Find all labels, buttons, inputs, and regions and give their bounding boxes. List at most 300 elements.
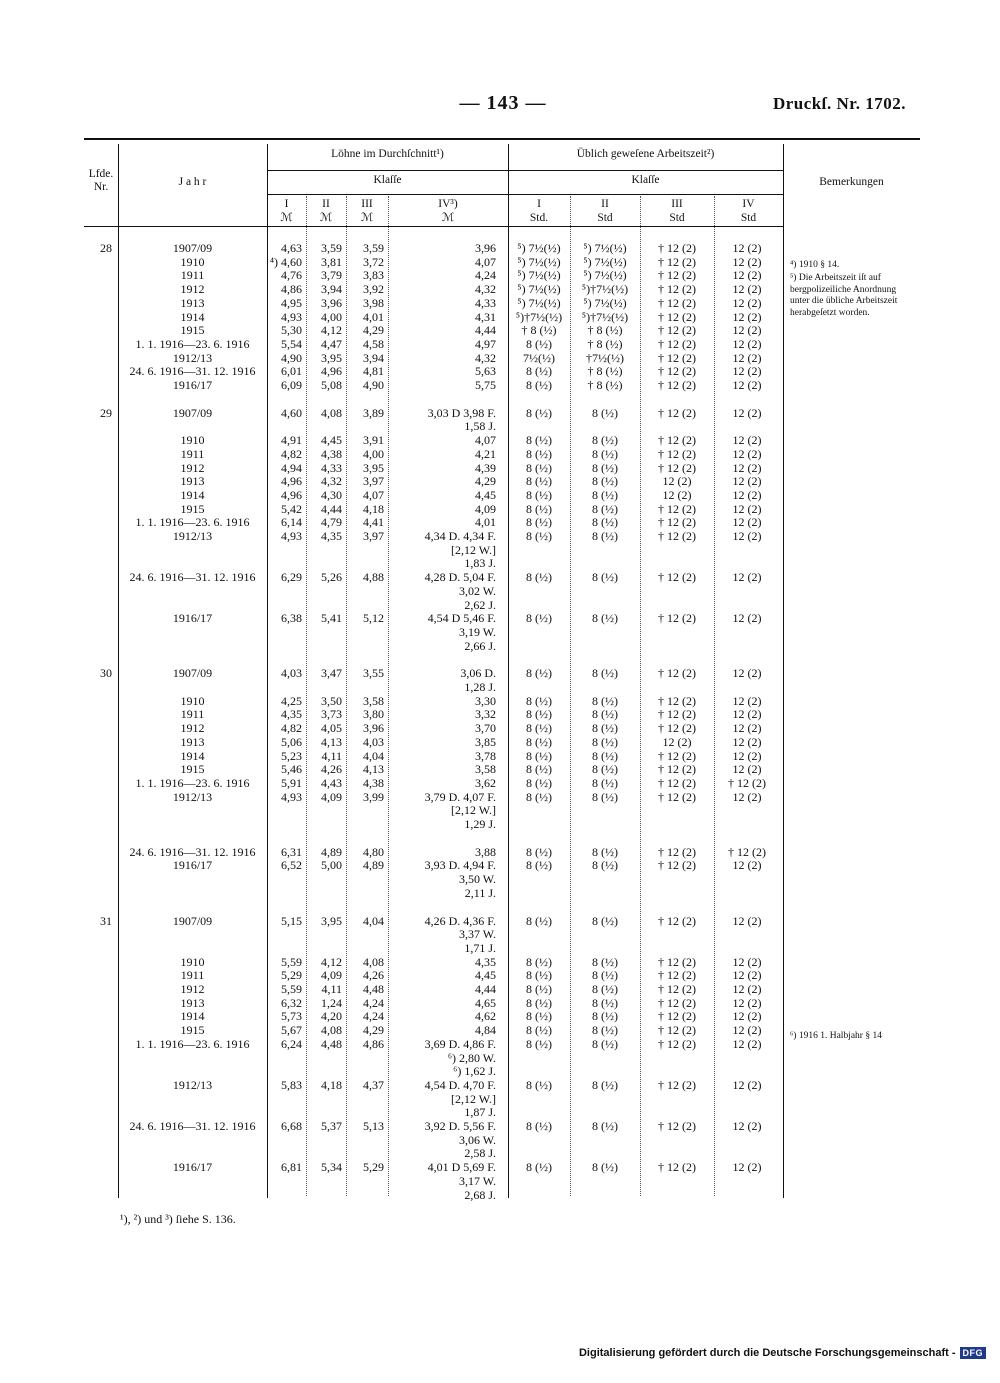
header-klasse-wage: Klaſſe <box>373 174 402 186</box>
cell-wage-1: 6,31 <box>281 844 302 859</box>
cell-time-4: 12 (2) <box>732 460 762 475</box>
cell-wage-1: 4,60 <box>281 405 302 420</box>
cell-wage-1: 4,94 <box>281 460 302 475</box>
cell-time-2: 8 (½) <box>592 775 618 790</box>
cell-wage-3: 4,29 <box>363 1023 384 1038</box>
cell-jahr: 1910 <box>180 433 205 448</box>
cell-time-2: 8 (½) <box>592 501 618 516</box>
document-reference: Druckſ. Nr. 1702. <box>772 94 906 113</box>
note-4: ⁴) 1910 § 14. <box>790 260 840 270</box>
cell-time-1: 8 (½) <box>526 433 552 448</box>
cell-time-1: 8 (½) <box>526 515 552 530</box>
cell-time-3: † 12 (2) <box>658 309 696 324</box>
cell-jahr: 1916/17 <box>172 378 213 392</box>
time-class-label: I <box>537 198 541 210</box>
cell-wage-2: 4,79 <box>321 515 342 530</box>
cell-wage-3: 4,37 <box>363 1077 384 1092</box>
cell-wage-4: [2,12 W.] <box>451 803 496 818</box>
cell-wage-3: 4,90 <box>363 378 384 392</box>
cell-time-3: † 12 (2) <box>658 1077 696 1092</box>
cell-wage-4: 1,58 J. <box>464 419 496 434</box>
cell-nr: 29 <box>100 405 112 420</box>
table-top-rule <box>84 138 920 140</box>
cell-time-3: † 12 (2) <box>658 995 696 1010</box>
cell-wage-3: 4,89 <box>363 858 384 873</box>
cell-time-2: 8 (½) <box>592 570 618 585</box>
cell-time-3: † 12 (2) <box>658 433 696 448</box>
cell-time-1: 8 (½) <box>526 721 552 736</box>
cell-wage-1: 5,29 <box>281 968 302 983</box>
cell-wage-4: 3,78 <box>475 748 496 763</box>
cell-wage-2: 5,26 <box>321 570 342 585</box>
cell-wage-4: 3,37 W. <box>458 927 496 942</box>
cell-wage-3: 4,03 <box>363 734 384 749</box>
cell-time-2: 8 (½) <box>592 995 618 1010</box>
cell-wage-2: 4,20 <box>321 1009 342 1024</box>
cell-wage-3: 4,88 <box>363 570 384 585</box>
cell-nr: 28 <box>100 241 112 255</box>
cell-jahr: 1911 <box>180 268 205 283</box>
cell-time-3: † 12 (2) <box>658 748 696 763</box>
cell-wage-4: 2,58 J. <box>464 1146 496 1161</box>
cell-time-1: 8 (½) <box>526 968 552 983</box>
cell-time-4: 12 (2) <box>732 721 762 736</box>
cell-jahr: 1912/13 <box>172 1077 213 1092</box>
cell-time-3: † 12 (2) <box>658 1036 696 1051</box>
cell-time-1: ⁵) 7½(½) <box>517 268 561 283</box>
cell-time-1: 8 (½) <box>526 844 552 859</box>
cell-wage-1: 5,46 <box>281 762 302 777</box>
cell-wage-4: 1,71 J. <box>464 940 496 955</box>
cell-wage-3: 3,96 <box>363 721 384 736</box>
cell-jahr: 1. 1. 1916—23. 6. 1916 <box>135 775 250 790</box>
cell-time-1: 8 (½) <box>526 364 552 379</box>
cell-wage-3: 4,04 <box>363 748 384 763</box>
cell-wage-1: 4,93 <box>281 789 302 804</box>
cell-wage-3: 3,98 <box>363 295 384 310</box>
cell-jahr: 1911 <box>180 707 205 722</box>
wage-unit-label: ℳ <box>441 212 455 224</box>
cell-time-2: 8 (½) <box>592 721 618 736</box>
cell-time-3: † 12 (2) <box>658 844 696 859</box>
cell-wage-4: 4,45 <box>475 968 496 983</box>
cell-wage-4: 3,70 <box>475 721 496 736</box>
cell-jahr: 1907/09 <box>172 241 213 255</box>
cell-wage-1: 6,38 <box>281 611 302 626</box>
cell-wage-4: 4,09 <box>475 501 496 516</box>
cell-wage-2: 4,09 <box>321 968 342 983</box>
cell-wage-2: 4,26 <box>321 762 342 777</box>
cell-jahr: 1914 <box>180 1009 205 1024</box>
cell-time-1: 8 (½) <box>526 529 552 543</box>
cell-time-2: 8 (½) <box>592 1077 618 1092</box>
cell-wage-4: 3,96 <box>475 241 496 255</box>
cell-time-2: 8 (½) <box>592 693 618 708</box>
cell-time-2: 8 (½) <box>592 844 618 859</box>
cell-wage-3: 4,08 <box>363 954 384 969</box>
cell-wage-4: 4,84 <box>475 1023 496 1038</box>
cell-time-4: 12 (2) <box>732 336 762 351</box>
time-unit-label: Std <box>597 212 613 224</box>
header-lfde-label: Lfde. <box>88 168 114 180</box>
header-jahr: J a h r <box>178 176 207 188</box>
dfg-logo: DFG <box>960 1347 987 1359</box>
cell-wage-3: 4,24 <box>363 1009 384 1024</box>
cell-time-2: 8 (½) <box>592 762 618 777</box>
cell-time-2: † 8 (½) <box>587 336 623 351</box>
cell-time-1: 8 (½) <box>526 378 552 392</box>
cell-time-4: † 12 (2) <box>728 844 766 859</box>
cell-wage-4: 3,50 W. <box>458 872 496 887</box>
cell-time-4: 12 (2) <box>732 666 762 681</box>
cell-jahr: 1912 <box>180 282 205 297</box>
header-bemerkungen: Bemerkungen <box>819 176 884 188</box>
cell-jahr: 1914 <box>180 309 205 324</box>
cell-wage-3: 3,59 <box>363 241 384 255</box>
note-6: ⁶) 1916 1. Halbjahr § 14 <box>790 1031 882 1041</box>
cell-wage-1: 4,95 <box>281 295 302 310</box>
cell-wage-1: 4,35 <box>281 707 302 722</box>
cell-jahr: 24. 6. 1916—31. 12. 1916 <box>129 570 256 585</box>
cell-wage-3: 3,95 <box>363 460 384 475</box>
cell-jahr: 1912 <box>180 460 205 475</box>
cell-jahr: 1916/17 <box>172 611 213 626</box>
cell-wage-3: 4,26 <box>363 968 384 983</box>
cell-time-3: † 12 (2) <box>658 350 696 365</box>
cell-time-3: † 12 (2) <box>658 611 696 626</box>
cell-time-1: 8 (½) <box>526 487 552 502</box>
cell-wage-3: 3,89 <box>363 405 384 420</box>
wage-class-label: I <box>284 198 289 210</box>
cell-jahr: 1907/09 <box>172 405 213 420</box>
page-header <box>0 92 1000 120</box>
cell-wage-4: 3,88 <box>475 844 496 859</box>
cell-jahr: 1916/17 <box>172 1160 213 1175</box>
cell-wage-2: 3,47 <box>321 666 342 681</box>
cell-wage-1: 6,14 <box>281 515 302 530</box>
cell-wage-4: ⁶) 2,80 W. <box>447 1050 496 1065</box>
time-class-label: III <box>671 198 683 210</box>
cell-wage-1: 4,93 <box>281 309 302 324</box>
cell-wage-1: 5,30 <box>281 323 302 338</box>
cell-wage-2: 3,73 <box>321 707 342 722</box>
cell-time-1: ⁵) 7½(½) <box>517 254 561 269</box>
cell-time-2: 8 (½) <box>592 1160 618 1175</box>
cell-time-2: 8 (½) <box>592 405 618 420</box>
cell-wage-2: 4,89 <box>321 844 342 859</box>
cell-wage-4: 3,17 W. <box>458 1173 496 1188</box>
cell-wage-3: 4,41 <box>363 515 384 530</box>
cell-wage-4: 1,83 J. <box>464 556 496 571</box>
cell-wage-2: 4,38 <box>321 446 342 461</box>
cell-wage-1: ⁴) 4,60 <box>269 254 302 269</box>
header-bottom-rule <box>84 226 784 227</box>
cell-jahr: 1915 <box>180 762 205 777</box>
cell-wage-4: 4,07 <box>475 254 496 269</box>
cell-wage-2: 1,24 <box>321 995 342 1010</box>
cell-wage-3: 4,07 <box>363 487 384 502</box>
cell-jahr: 1907/09 <box>172 913 213 928</box>
cell-wage-4: 3,19 W. <box>458 624 496 639</box>
cell-wage-2: 4,44 <box>321 501 342 516</box>
cell-time-2: ⁵)†7½(½) <box>581 309 629 324</box>
cell-jahr: 1913 <box>180 995 205 1010</box>
cell-time-1: 8 (½) <box>526 1077 552 1092</box>
cell-jahr: 1. 1. 1916—23. 6. 1916 <box>135 515 250 530</box>
cell-time-4: 12 (2) <box>732 364 762 379</box>
cell-wage-1: 6,01 <box>281 364 302 379</box>
cell-time-2: 8 (½) <box>592 954 618 969</box>
cell-wage-4: 2,11 J. <box>464 885 496 900</box>
cell-time-3: † 12 (2) <box>658 529 696 543</box>
cell-time-4: † 12 (2) <box>728 775 766 790</box>
cell-wage-2: 4,05 <box>321 721 342 736</box>
cell-wage-1: 6,81 <box>281 1160 302 1175</box>
cell-wage-4: 4,62 <box>475 1009 496 1024</box>
cell-jahr: 1910 <box>180 954 205 969</box>
cell-time-3: † 12 (2) <box>658 1009 696 1024</box>
cell-time-1: 8 (½) <box>526 982 552 996</box>
cell-time-3: † 12 (2) <box>658 501 696 516</box>
cell-time-2: 8 (½) <box>592 515 618 530</box>
cell-wage-4: 4,21 <box>475 446 496 461</box>
header-nr-label: Nr. <box>93 181 109 193</box>
cell-wage-1: 6,09 <box>281 378 302 392</box>
cell-wage-1: 6,52 <box>281 858 302 873</box>
cell-time-4: 12 (2) <box>732 529 762 543</box>
wage-class-label: II <box>322 198 330 210</box>
cell-wage-4: 4,44 <box>475 982 496 996</box>
cell-wage-1: 4,86 <box>281 282 302 297</box>
cell-wage-2: 3,79 <box>321 268 342 283</box>
wage-unit-label: ℳ <box>319 212 333 224</box>
cell-time-3: † 12 (2) <box>658 323 696 338</box>
cell-time-3: 12 (2) <box>662 734 692 749</box>
cell-time-3: † 12 (2) <box>658 364 696 379</box>
cell-time-2: 8 (½) <box>592 968 618 983</box>
header-rule-1 <box>267 170 783 171</box>
cell-time-3: † 12 (2) <box>658 707 696 722</box>
cell-time-3: † 12 (2) <box>658 666 696 681</box>
cell-jahr: 1910 <box>180 254 205 269</box>
cell-time-2: 8 (½) <box>592 487 618 502</box>
cell-wage-1: 5,73 <box>281 1009 302 1024</box>
cell-time-4: 12 (2) <box>732 789 762 804</box>
wage-unit-label: ℳ <box>360 212 374 224</box>
cell-time-4: 12 (2) <box>732 295 762 310</box>
cell-wage-1: 5,83 <box>281 1077 302 1092</box>
cell-wage-4: 2,68 J. <box>464 1187 496 1202</box>
cell-wage-3: 5,12 <box>363 611 384 626</box>
cell-time-3: † 12 (2) <box>658 858 696 873</box>
cell-wage-2: 4,18 <box>321 1077 342 1092</box>
cell-time-3: † 12 (2) <box>658 295 696 310</box>
cell-time-3: † 12 (2) <box>658 982 696 996</box>
cell-wage-4: 3,58 <box>475 762 496 777</box>
cell-time-1: 8 (½) <box>526 707 552 722</box>
cell-wage-4: 3,69 D. 4,86 F. <box>424 1036 496 1051</box>
cell-wage-3: 4,00 <box>363 446 384 461</box>
cell-jahr: 1915 <box>180 323 205 338</box>
cell-wage-1: 6,32 <box>281 995 302 1010</box>
cell-time-4: 12 (2) <box>732 1160 762 1175</box>
cell-wage-3: 5,13 <box>363 1119 384 1133</box>
cell-wage-4: 4,33 <box>475 295 496 310</box>
cell-time-2: ⁵) 7½(½) <box>583 254 627 269</box>
cell-time-2: 8 (½) <box>592 748 618 763</box>
cell-wage-4: 3,85 <box>475 734 496 749</box>
cell-time-3: † 12 (2) <box>658 254 696 269</box>
cell-wage-3: 4,29 <box>363 323 384 338</box>
cell-jahr: 1915 <box>180 501 205 516</box>
cell-wage-4: 3,32 <box>475 707 496 722</box>
cell-time-2: 8 (½) <box>592 734 618 749</box>
cell-time-4: 12 (2) <box>732 350 762 365</box>
wage-class-label: III <box>361 198 373 210</box>
header-arbeitszeit: Üblich geweſene Arbeitszeit²) <box>576 148 715 160</box>
page-number: — 143 — <box>459 92 547 114</box>
header-loehne: Löhne im Durchſchnitt¹) <box>331 148 444 160</box>
cell-time-4: 12 (2) <box>732 1023 762 1038</box>
cell-wage-3: 3,58 <box>363 693 384 708</box>
cell-time-2: 8 (½) <box>592 707 618 722</box>
data-table <box>84 138 920 1202</box>
cell-wage-2: 3,81 <box>321 254 342 269</box>
cell-wage-2: 5,37 <box>321 1119 342 1133</box>
cell-time-4: 12 (2) <box>732 968 762 983</box>
cell-wage-1: 6,68 <box>281 1119 302 1133</box>
time-unit-label: Std <box>740 212 757 224</box>
cell-time-3: 12 (2) <box>662 487 692 502</box>
cell-time-1: 8 (½) <box>526 1023 552 1038</box>
cell-wage-4: 4,32 <box>475 282 496 297</box>
cell-wage-3: 3,97 <box>363 529 384 543</box>
cell-jahr: 24. 6. 1916—31. 12. 1916 <box>129 364 256 379</box>
cell-wage-2: 4,08 <box>321 1023 342 1038</box>
cell-wage-4: 3,93 D. 4,94 F. <box>424 858 496 873</box>
cell-wage-4: 3,02 W. <box>458 583 496 598</box>
cell-wage-1: 5,59 <box>281 954 302 969</box>
cell-time-1: 8 (½) <box>526 501 552 516</box>
cell-time-3: † 12 (2) <box>658 446 696 461</box>
cell-time-4: 12 (2) <box>732 241 762 255</box>
cell-wage-3: 3,55 <box>363 666 384 681</box>
cell-wage-3: 4,80 <box>363 844 384 859</box>
cell-wage-2: 4,12 <box>321 954 342 969</box>
cell-time-2: 8 (½) <box>592 474 618 489</box>
cell-wage-2: 3,95 <box>321 913 342 928</box>
cell-time-4: 12 (2) <box>732 1036 762 1051</box>
cell-time-4: 12 (2) <box>732 378 762 392</box>
cell-time-1: ⁵) 7½(½) <box>517 241 561 255</box>
cell-wage-2: 4,09 <box>321 789 342 804</box>
cell-wage-3: 4,04 <box>363 913 384 928</box>
cell-time-3: 12 (2) <box>662 474 692 489</box>
cell-wage-2: 5,00 <box>321 858 342 873</box>
cell-wage-4: 4,54 D. 4,70 F. <box>424 1077 496 1092</box>
cell-wage-1: 4,03 <box>281 666 302 681</box>
cell-nr: 31 <box>100 913 112 928</box>
cell-wage-2: 4,12 <box>321 323 342 338</box>
cell-wage-1: 4,96 <box>281 474 302 489</box>
cell-time-4: 12 (2) <box>732 570 762 585</box>
cell-wage-2: 3,50 <box>321 693 342 708</box>
cell-time-2: ⁵) 7½(½) <box>583 268 627 283</box>
cell-wage-3: 3,91 <box>363 433 384 448</box>
header-klasse-time: Klaſſe <box>631 174 660 186</box>
cell-time-1: 8 (½) <box>526 611 552 626</box>
cell-wage-2: 4,11 <box>321 748 342 763</box>
cell-time-4: 12 (2) <box>732 995 762 1010</box>
cell-wage-4: 4,28 D. 5,04 F. <box>424 570 496 585</box>
cell-time-1: 8 (½) <box>526 1119 552 1133</box>
cell-wage-1: 4,82 <box>281 446 302 461</box>
time-unit-label: Std <box>669 212 685 224</box>
cell-time-2: † 8 (½) <box>587 323 623 338</box>
header-rule-2 <box>267 194 783 195</box>
cell-time-2: 8 (½) <box>592 433 618 448</box>
cell-wage-1: 5,42 <box>281 501 302 516</box>
cell-wage-1: 4,93 <box>281 529 302 543</box>
cell-wage-3: 3,94 <box>363 350 384 365</box>
cell-wage-2: 4,47 <box>321 336 342 351</box>
cell-wage-3: 4,38 <box>363 775 384 790</box>
cell-time-2: 8 (½) <box>592 1119 618 1133</box>
cell-time-4: 12 (2) <box>732 762 762 777</box>
cell-time-1: 8 (½) <box>526 775 552 790</box>
cell-time-1: 8 (½) <box>526 1036 552 1051</box>
cell-time-2: ⁵) 7½(½) <box>583 241 627 255</box>
cell-wage-2: 4,48 <box>321 1036 342 1051</box>
cell-wage-2: 4,13 <box>321 734 342 749</box>
cell-time-3: † 12 (2) <box>658 282 696 297</box>
cell-wage-2: 5,34 <box>321 1160 342 1175</box>
cell-time-4: 12 (2) <box>732 501 762 516</box>
cell-jahr: 1913 <box>180 295 205 310</box>
cell-time-1: 8 (½) <box>526 474 552 489</box>
cell-wage-4: 4,65 <box>475 995 496 1010</box>
cell-time-1: ⁵) 7½(½) <box>517 282 561 297</box>
cell-time-3: † 12 (2) <box>658 1160 696 1175</box>
cell-wage-1: 5,06 <box>281 734 302 749</box>
cell-time-1: 8 (½) <box>526 748 552 763</box>
cell-jahr: 1913 <box>180 474 205 489</box>
cell-jahr: 1912/13 <box>172 789 213 804</box>
cell-time-4: 12 (2) <box>732 515 762 530</box>
cell-jahr: 24. 6. 1916—31. 12. 1916 <box>129 844 256 859</box>
cell-wage-4: 3,92 D. 5,56 F. <box>424 1119 496 1133</box>
cell-wage-4: 4,07 <box>475 433 496 448</box>
divider-arbeitszeit <box>783 144 784 1198</box>
cell-time-3: † 12 (2) <box>658 693 696 708</box>
cell-jahr: 1914 <box>180 748 205 763</box>
cell-time-2: 8 (½) <box>592 611 618 626</box>
cell-time-2: † 8 (½) <box>587 364 623 379</box>
cell-time-3: † 12 (2) <box>658 570 696 585</box>
cell-jahr: 1907/09 <box>172 666 213 681</box>
cell-nr: 30 <box>100 666 112 681</box>
cell-jahr: 1911 <box>180 446 205 461</box>
cell-wage-1: 4,76 <box>281 268 302 283</box>
cell-wage-2: 3,59 <box>321 241 342 255</box>
cell-time-4: 12 (2) <box>732 405 762 420</box>
time-unit-label: Std. <box>529 212 549 224</box>
time-class-label: II <box>601 198 609 210</box>
cell-time-4: 12 (2) <box>732 707 762 722</box>
cell-wage-4: 4,24 <box>475 268 496 283</box>
cell-wage-2: 4,08 <box>321 405 342 420</box>
cell-time-4: 12 (2) <box>732 982 762 996</box>
